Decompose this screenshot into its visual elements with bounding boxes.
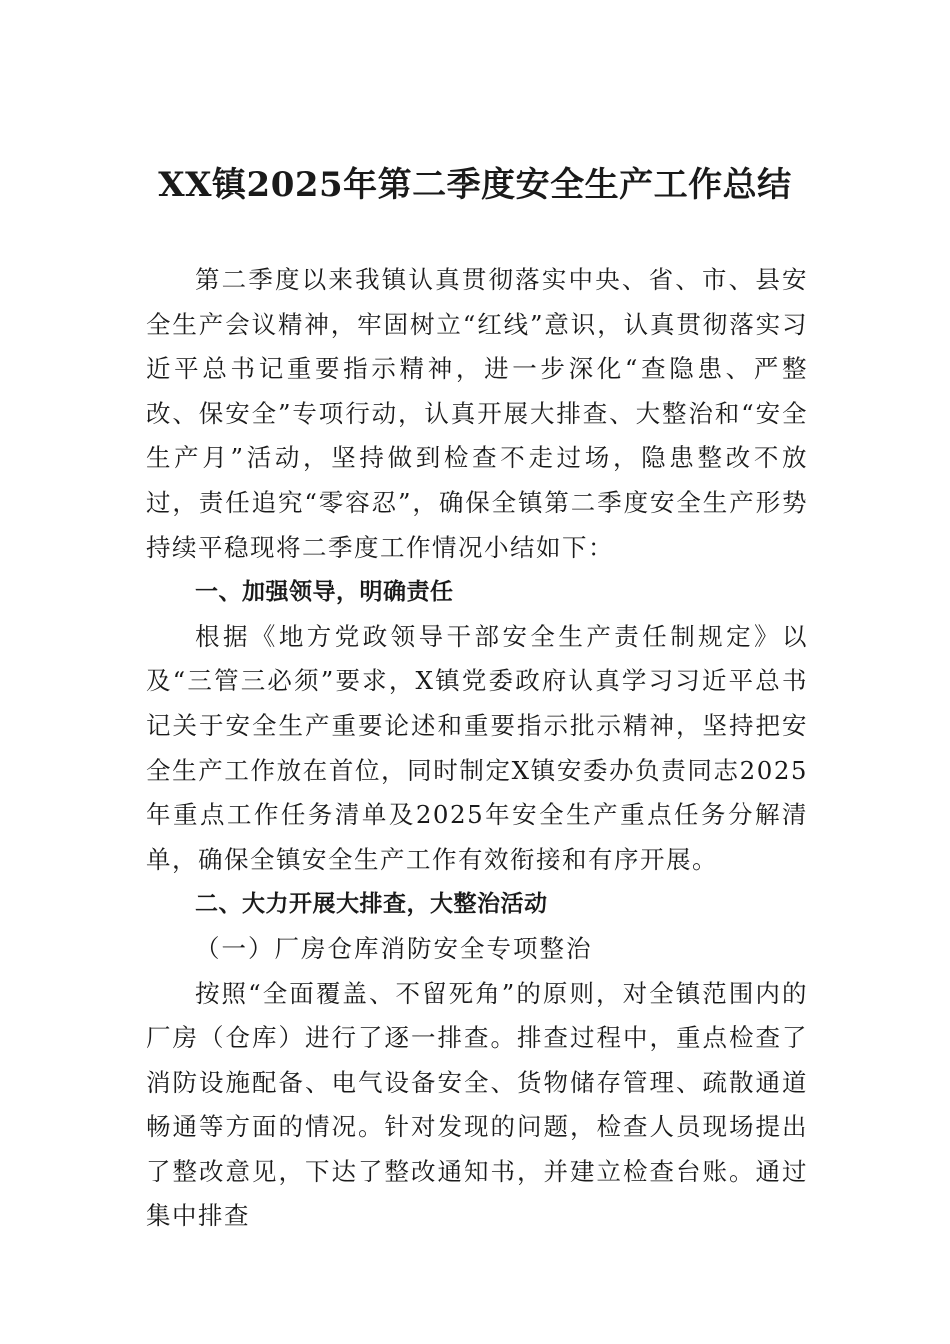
subsection-heading-1: （一）厂房仓库消防安全专项整治 — [195, 933, 593, 963]
section-1-paragraph: 根据《地方党政领导干部安全生产责任制规定》以及“三管三必须”要求，X镇党委政府认真学习习近平总书记关于安全生产重要论述和重要指示批示精神，坚持把安全生产工作放在首位，同时制定X镇安委办负责同志2025年重点工作任务清单及2025年安全生产重点任务分解清单，确保全镇安全生产工作有效衔接和有序开展。 — [146, 621, 808, 874]
document-body — [146, 258, 808, 1239]
document-title: XX镇2025年第二季度安全生产工作总结 — [158, 165, 792, 205]
subsection-1-paragraph: 按照“全面覆盖、不留死角”的原则，对全镇范围内的厂房（仓库）进行了逐一排查。排查过程中，重点检查了消防设施配备、电气设备安全、货物储存管理、疏散通道畅通等方面的情况。针对发现的问题，检查人员现场提出了整改意见，下达了整改通知书，并建立检查台账。通过集中排查 — [146, 978, 808, 1231]
section-heading-1: 一、加强领导，明确责任 — [195, 579, 454, 606]
section-heading-2: 二、大力开展大排查，大整治活动 — [195, 891, 548, 918]
intro-paragraph: 第二季度以来我镇认真贯彻落实中央、省、市、县安全生产会议精神，牢固树立“红线”意识，认真贯彻落实习近平总书记重要指示精神，进一步深化“查隐患、严整改、保安全”专项行动，认真开展大排查、大整治和“安全生产月”活动，坚持做到检查不走过场，隐患整改不放过，责任追究“零容忍”，确保全镇第二季度安全生产形势持续平稳现将二季度工作情况小结如下： — [146, 265, 808, 562]
